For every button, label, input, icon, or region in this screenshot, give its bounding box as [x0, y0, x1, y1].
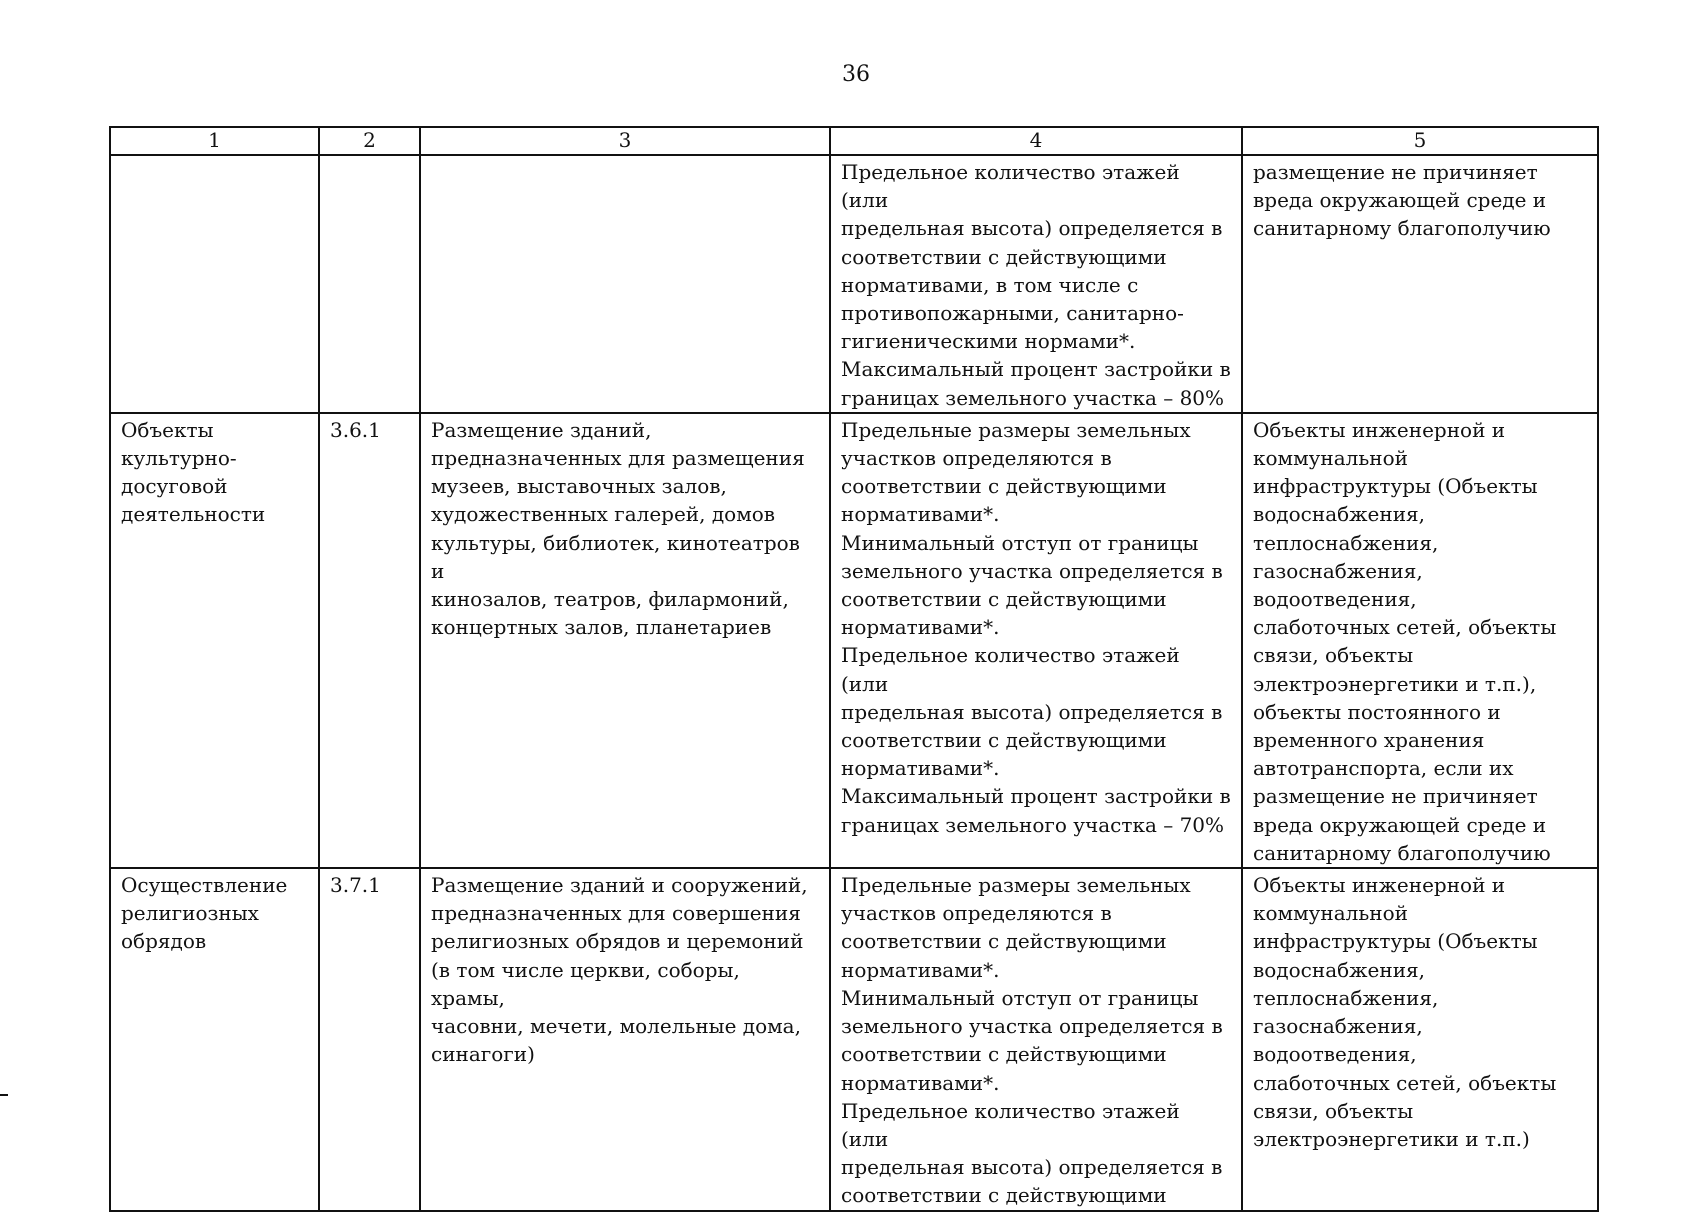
cell-text: Объекты культурно- досуговой деятельности — [121, 417, 266, 527]
cell-text: Предельные размеры земельных участков определяются в соответствии с действующими нормативами*. Минимальный отступ от границы земельного участка определяется в соответствии с действующими нормативами*. Предельное количество этажей (или предельная высота) определяется в соответствии с действующими нормативами*. Максимальный процент застройки в границах земельного участка – 70% — [841, 417, 1231, 837]
cell-parameters — [830, 413, 1242, 868]
cell-parameters — [830, 868, 1242, 1210]
cell-text: Предельное количество этажей (или предельная высота) определяется в соответствии с действующими нормативами, в том числе с противопожарными, санитарно- гигиеническими нормами*. Максимальный процент застройки в границах земельного участка – 80% — [841, 160, 1231, 410]
cell-auxiliary-uses — [1242, 413, 1598, 868]
cell-text: Осуществление религиозных обрядов — [121, 873, 288, 954]
page-number: 36 — [842, 62, 870, 87]
cell-use-name — [110, 413, 319, 868]
land-use-table — [109, 126, 1599, 1212]
header-col-4: 4 — [830, 127, 1242, 155]
table-row — [110, 413, 1598, 868]
table-row — [110, 155, 1598, 413]
cell-description — [420, 868, 830, 1210]
cell-description — [420, 413, 830, 868]
header-col-3: 3 — [420, 127, 830, 155]
cell-code — [319, 413, 420, 868]
cell-parameters — [830, 155, 1242, 413]
margin-mark — [0, 1094, 8, 1096]
cell-text: Размещение зданий, предназначенных для размещения музеев, выставочных залов, художественных галерей, домов культуры, библиотек, кинотеатров и кинозалов, театров, филармоний, концертных залов, планетариев — [431, 417, 805, 640]
header-col-5: 5 — [1242, 127, 1598, 155]
cell-text: Объекты инженерной и коммунальной инфраструктуры (Объекты водоснабжения, теплоснабжения, газоснабжения, водоотведения, слаботочных сетей, объекты связи, объекты электроэнергетики и т.п.) — [1253, 873, 1557, 1151]
cell-text: Размещение зданий и сооружений, предназначенных для совершения религиозных обрядов и церемоний (в том числе церкви, соборы, храмы, часовни, мечети, молельные дома, синагоги) — [431, 873, 808, 1067]
table-row — [110, 868, 1598, 1210]
cell-code — [319, 868, 420, 1210]
cell-description — [420, 155, 830, 413]
header-col-1: 1 — [110, 127, 319, 155]
cell-use-name — [110, 155, 319, 413]
cell-auxiliary-uses — [1242, 155, 1598, 413]
cell-use-name — [110, 868, 319, 1210]
header-col-2: 2 — [319, 127, 420, 155]
cell-text: Объекты инженерной и коммунальной инфраструктуры (Объекты водоснабжения, теплоснабжения, газоснабжения, водоотведения, слаботочных сетей, объекты связи, объекты электроэнергетики и т.п.), объекты постоянного и временного хранения автотранспорта, если их размещение не причиняет вреда окружающей среде и санитарному благополучию — [1253, 417, 1557, 865]
cell-text: 3.7.1 — [330, 873, 381, 898]
cell-code — [319, 155, 420, 413]
cell-text: Предельные размеры земельных участков определяются в соответствии с действующими нормативами*. Минимальный отступ от границы земельного участка определяется в соответствии с действующими нормативами*. Предельное количество этажей (или предельная высота) определяется в соответствии с действующими — [841, 873, 1223, 1208]
cell-text: размещение не причиняет вреда окружающей среде и санитарному благополучию — [1253, 160, 1551, 241]
cell-auxiliary-uses — [1242, 868, 1598, 1210]
cell-text: 3.6.1 — [330, 417, 381, 442]
table-header-row — [110, 127, 1598, 155]
